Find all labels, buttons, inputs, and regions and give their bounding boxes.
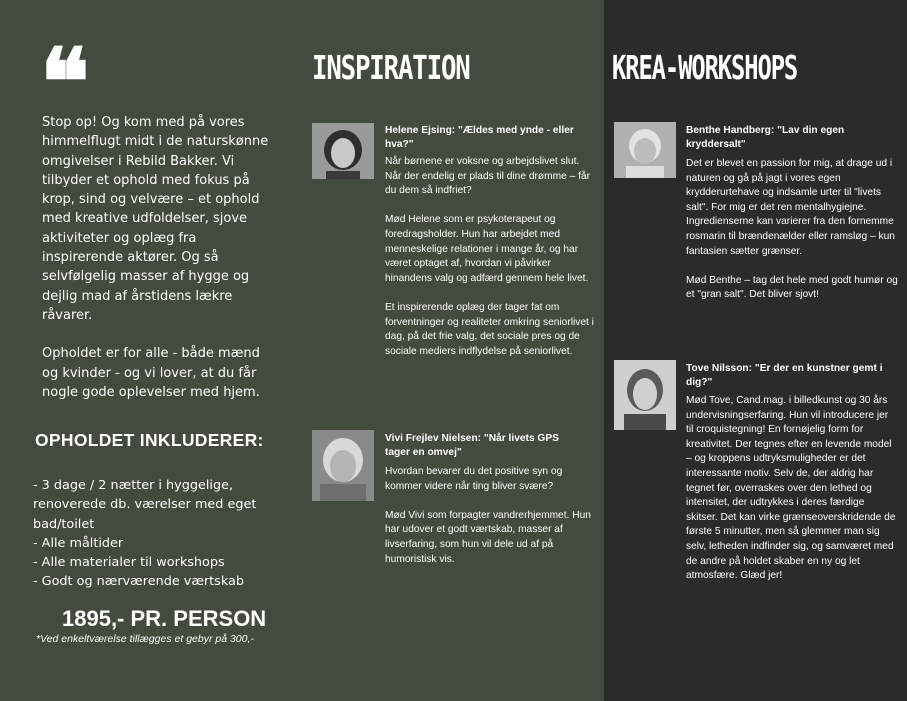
quote-icon: ❝ [40,28,90,136]
text-paragraph: Det er blevet en passion for mig, at drage ud i naturen og gå på jagt i vores egen krydderurtehave og indsamle urter til "livets salt". For mig er det ren mentalhygiejne. Ingredienserne kan varierer fra den fornemme rosmarin til brændenælder eller ramsløg – kun fantasien sætter grænser. [686,158,895,257]
vivi-text [385,465,597,582]
list-item: - Alle materialer til workshops [33,555,225,571]
includes-heading: OPHOLDET INKLUDERER: [35,430,264,450]
list-item: - Alle måltider [33,535,124,551]
text-paragraph: Når børnene er voksne og arbejdslivet slut. Når der endelig er plads til dine drømme – får du dem så indfriet? [385,156,590,197]
text-paragraph: Mød Helene som er psykoterapeut og foredragsholder. Hun har arbejdet med menneskelige relationer i mange år, og har været optaget af, hvordan vi påvirker hinandens valg og adfærd gennem hele livet. [385,214,589,284]
text-paragraph: Mød Benthe – tag det hele med godt humør og et "gran salt". Det bliver sjovt! [686,274,898,301]
text-paragraph: Hvordan bevarer du det positive syn og kommer videre når ting bliver svære? [385,466,563,492]
text-paragraph: Mød Tove, Cand.mag. i billedkunst og 30 års undervisningserfaring. Hun vil introducere jer til croquistegning! En fornøjelig form for kreativitet. Der tegnes efter en levende model – og kroppens udtryksmuligheder er det interessante motiv. Selv de, der aldrig har tegnet før, overraskes over den lethed og intensitet, der udtrykkes i deres færdige skitser. Det kan virke grænseoverskridende de første 5 minutter, men så glemmer man sig selv, letheden indfinder sig, og samværet med de andre på holdet skaber en ny og let atmosfære. Glæd jer! [686,395,896,582]
includes-list [33,476,293,592]
benthe-photo [614,122,676,178]
helene-photo [312,123,374,179]
intro-paragraph: Stop op! Og kom med på vores himmelflugt midt i de naturskønne omgivelser i Rebild Bakker. Vi tilbyder et ophold med fokus på krop, sind og velvære – et ophold med kreative udfoldelser, sjove aktiviteter og oplæg fra inspirerende aktører. Og så selvfølgelig masser af hygge og dejlig mad af årstidens lækre råvarer. [42,115,269,323]
krea-title: KREA-WORKSHOPS [612,48,798,87]
helene-heading: Helene Ejsing: "Ældes med ynde - eller hva?" [385,125,574,150]
benthe-text [686,157,898,318]
tove-photo [614,360,676,430]
helene-text [385,155,597,374]
vivi-heading: Vivi Frejlev Nielsen: "Når livets GPS tager en omvej" [385,433,559,458]
intro-paragraph: Opholdet er for alle - både mænd og kvinder - og vi lover, at du får nogle gode oplevelser med hjem. [42,346,260,400]
benthe-heading: Benthe Handberg: "Lav din egen kryddersalt" [686,125,845,150]
price-note: *Ved enkeltværelse tillægges et gebyr på 300,- [36,633,254,645]
list-item: - 3 dage / 2 nætter i hyggelige, renoverede db. værelser med eget bad/toilet [33,478,257,532]
text-paragraph: Et inspirerende oplæg der tager fat om forventninger og realiteter omkring seniorlivet i dag, på det frie valg, det sociale pres og de sociale mediers indflydelse på seniorlivet. [385,301,594,357]
intro-text [42,113,277,421]
inspiration-title: INSPIRATION [312,48,470,87]
text-paragraph: Mød Vivi som forpagter vandrerhjemmet. Hun har udover et godt værtskab, masser af livserfaring, som hun vil dele ud af på humoristisk vis. [385,509,591,565]
list-item: - Godt og nærværende værtskab [33,574,244,590]
tove-text [686,394,898,598]
price: 1895,- PR. PERSON [62,606,267,631]
vivi-photo [312,430,374,501]
tove-heading: Tove Nilsson: "Er der en kunstner gemt i dig?" [686,363,883,388]
